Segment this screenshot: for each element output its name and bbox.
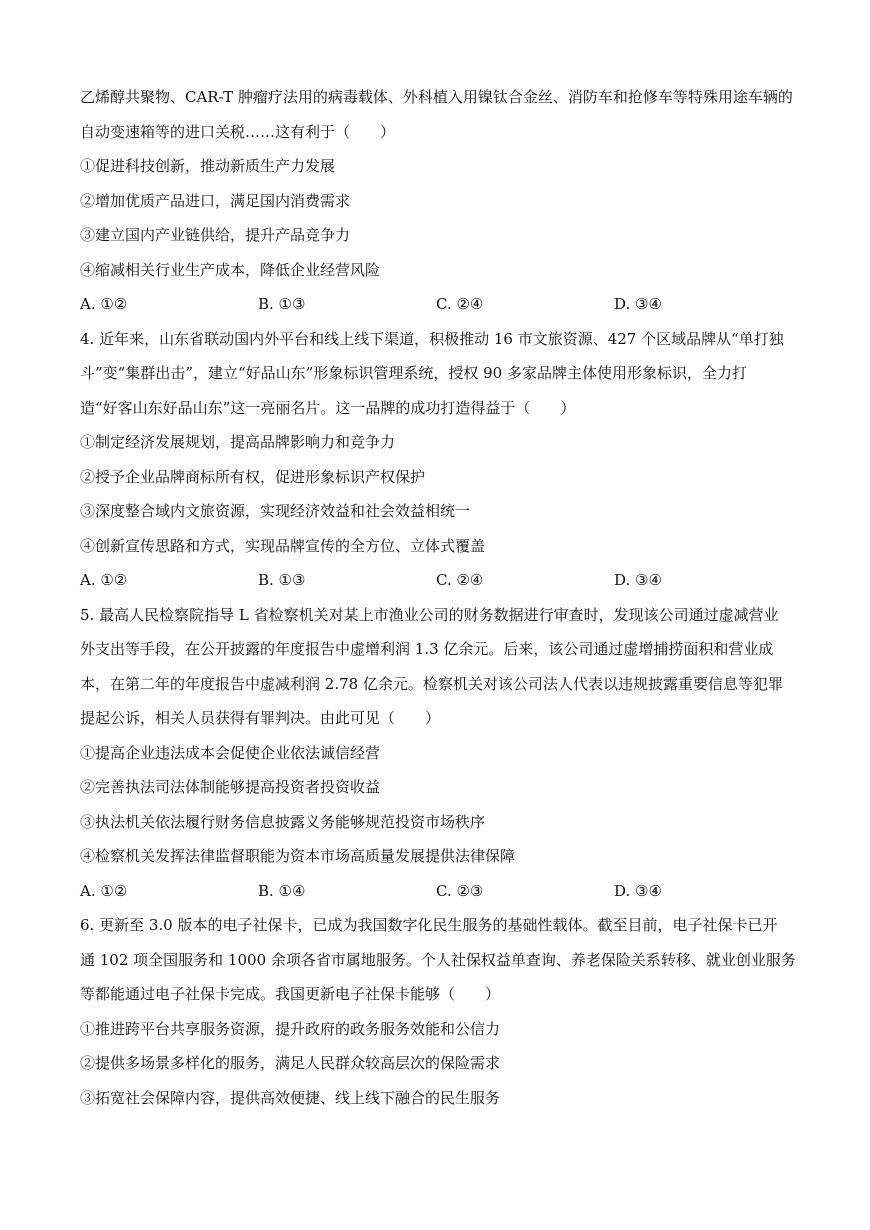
option-d: D. ③④: [614, 295, 662, 313]
answer-options: [80, 563, 798, 598]
statement: ②授予企业品牌商标所有权，促进形象标识产权保护: [80, 467, 426, 486]
statement: ①制定经济发展规划，提高品牌影响力和竞争力: [80, 433, 396, 451]
option-d: D. ③④: [614, 881, 662, 900]
exam-page: [80, 80, 798, 1115]
question-6: [80, 908, 798, 1115]
option-b: B. ①③: [258, 571, 306, 589]
question-text-line: 通 102 项全国服务和 1000 余项各省市属地服务。个人社保权益单查询、养老保险关系转移、就业创业服务: [80, 950, 796, 969]
option-c: C. ②③: [436, 881, 484, 900]
option-c: C. ②④: [436, 295, 484, 313]
question-text-line: 外支出等手段，在公开披露的年度报告中虚增利润 1.3 亿余元。后来，该公司通过虚增捕捞面积和营业成: [80, 640, 774, 658]
statement: ④创新宣传思路和方式，实现品牌宣传的全方位、立体式覆盖: [80, 536, 486, 555]
answer-options: [80, 287, 798, 322]
statement: ③建立国内产业链供给，提升产品竞争力: [80, 226, 351, 244]
statement: ①促进科技创新，推动新质生产力发展: [80, 157, 336, 175]
option-d: D. ③④: [614, 571, 662, 589]
option-a: A. ①②: [80, 881, 128, 900]
question-text-line: 等都能通过电子社保卡完成。我国更新电子社保卡能够（ ）: [80, 985, 501, 1003]
statement: ②增加优质产品进口，满足国内消费需求: [80, 191, 351, 210]
statement: ③执法机关依法履行财务信息披露义务能够规范投资市场秩序: [80, 812, 486, 831]
option-b: B. ①④: [258, 881, 306, 900]
statement: ①推进跨平台共享服务资源，提升政府的政务服务效能和公信力: [80, 1019, 501, 1038]
question-text-line: 4. 近年来，山东省联动国内外平台和线上线下渠道，积极推动 16 市文旅资源、427 个区域品牌从“单打独: [80, 329, 784, 348]
statement: ③拓宽社会保障内容，提供高效便捷、线上线下融合的民生服务: [80, 1088, 501, 1107]
answer-options: [80, 874, 798, 909]
question-5: [80, 598, 798, 909]
option-a: A. ①②: [80, 295, 128, 313]
question-text-line: 6. 更新至 3.0 版本的电子社保卡，已成为我国数字化民生服务的基础性载体。截至目前，电子社保卡已开: [80, 916, 778, 934]
question-text-line: 斗”变“集群出击”，建立“好品山东”形象标识管理系统，授权 90 多家品牌主体使用形象标识，全力打: [80, 364, 747, 382]
question-text-line: 提起公诉，相关人员获得有罪判决。由此可见（ ）: [80, 709, 441, 727]
question-4: [80, 322, 798, 598]
question-text-line: 本，在第二年的年度报告中虚减利润 2.78 亿余元。检察机关对该公司法人代表以违规披露重要信息等犯罪: [80, 674, 783, 693]
question-text-line: 乙烯醇共聚物、CAR-T 肿瘤疗法用的病毒载体、外科植入用镍钛合金丝、消防车和抢修车等特殊用途车辆的: [80, 88, 793, 106]
statement: ②提供多场景多样化的服务，满足人民群众较高层次的保险需求: [80, 1054, 501, 1072]
question-text-line: 自动变速箱等的进口关税……这有利于（ ）: [80, 122, 396, 141]
statement: ②完善执法司法体制能够提高投资者投资收益: [80, 778, 381, 796]
option-c: C. ②④: [436, 571, 484, 589]
question-text-line: 造“好客山东好品山东”这一亮丽名片。这一品牌的成功打造得益于（ ）: [80, 398, 576, 417]
option-a: A. ①②: [80, 571, 128, 589]
statement: ④检察机关发挥法律监督职能为资本市场高质量发展提供法律保障: [80, 847, 516, 865]
question-3: [80, 80, 798, 322]
statement: ③深度整合域内文旅资源，实现经济效益和社会效益相统一: [80, 502, 471, 520]
option-b: B. ①③: [258, 295, 306, 313]
question-text-line: 5. 最高人民检察院指导 L 省检察机关对某上市渔业公司的财务数据进行审查时，发现该公司通过虚减营业: [80, 605, 779, 624]
statement: ①提高企业违法成本会促使企业依法诚信经营: [80, 743, 381, 762]
statement: ④缩减相关行业生产成本，降低企业经营风险: [80, 260, 381, 279]
